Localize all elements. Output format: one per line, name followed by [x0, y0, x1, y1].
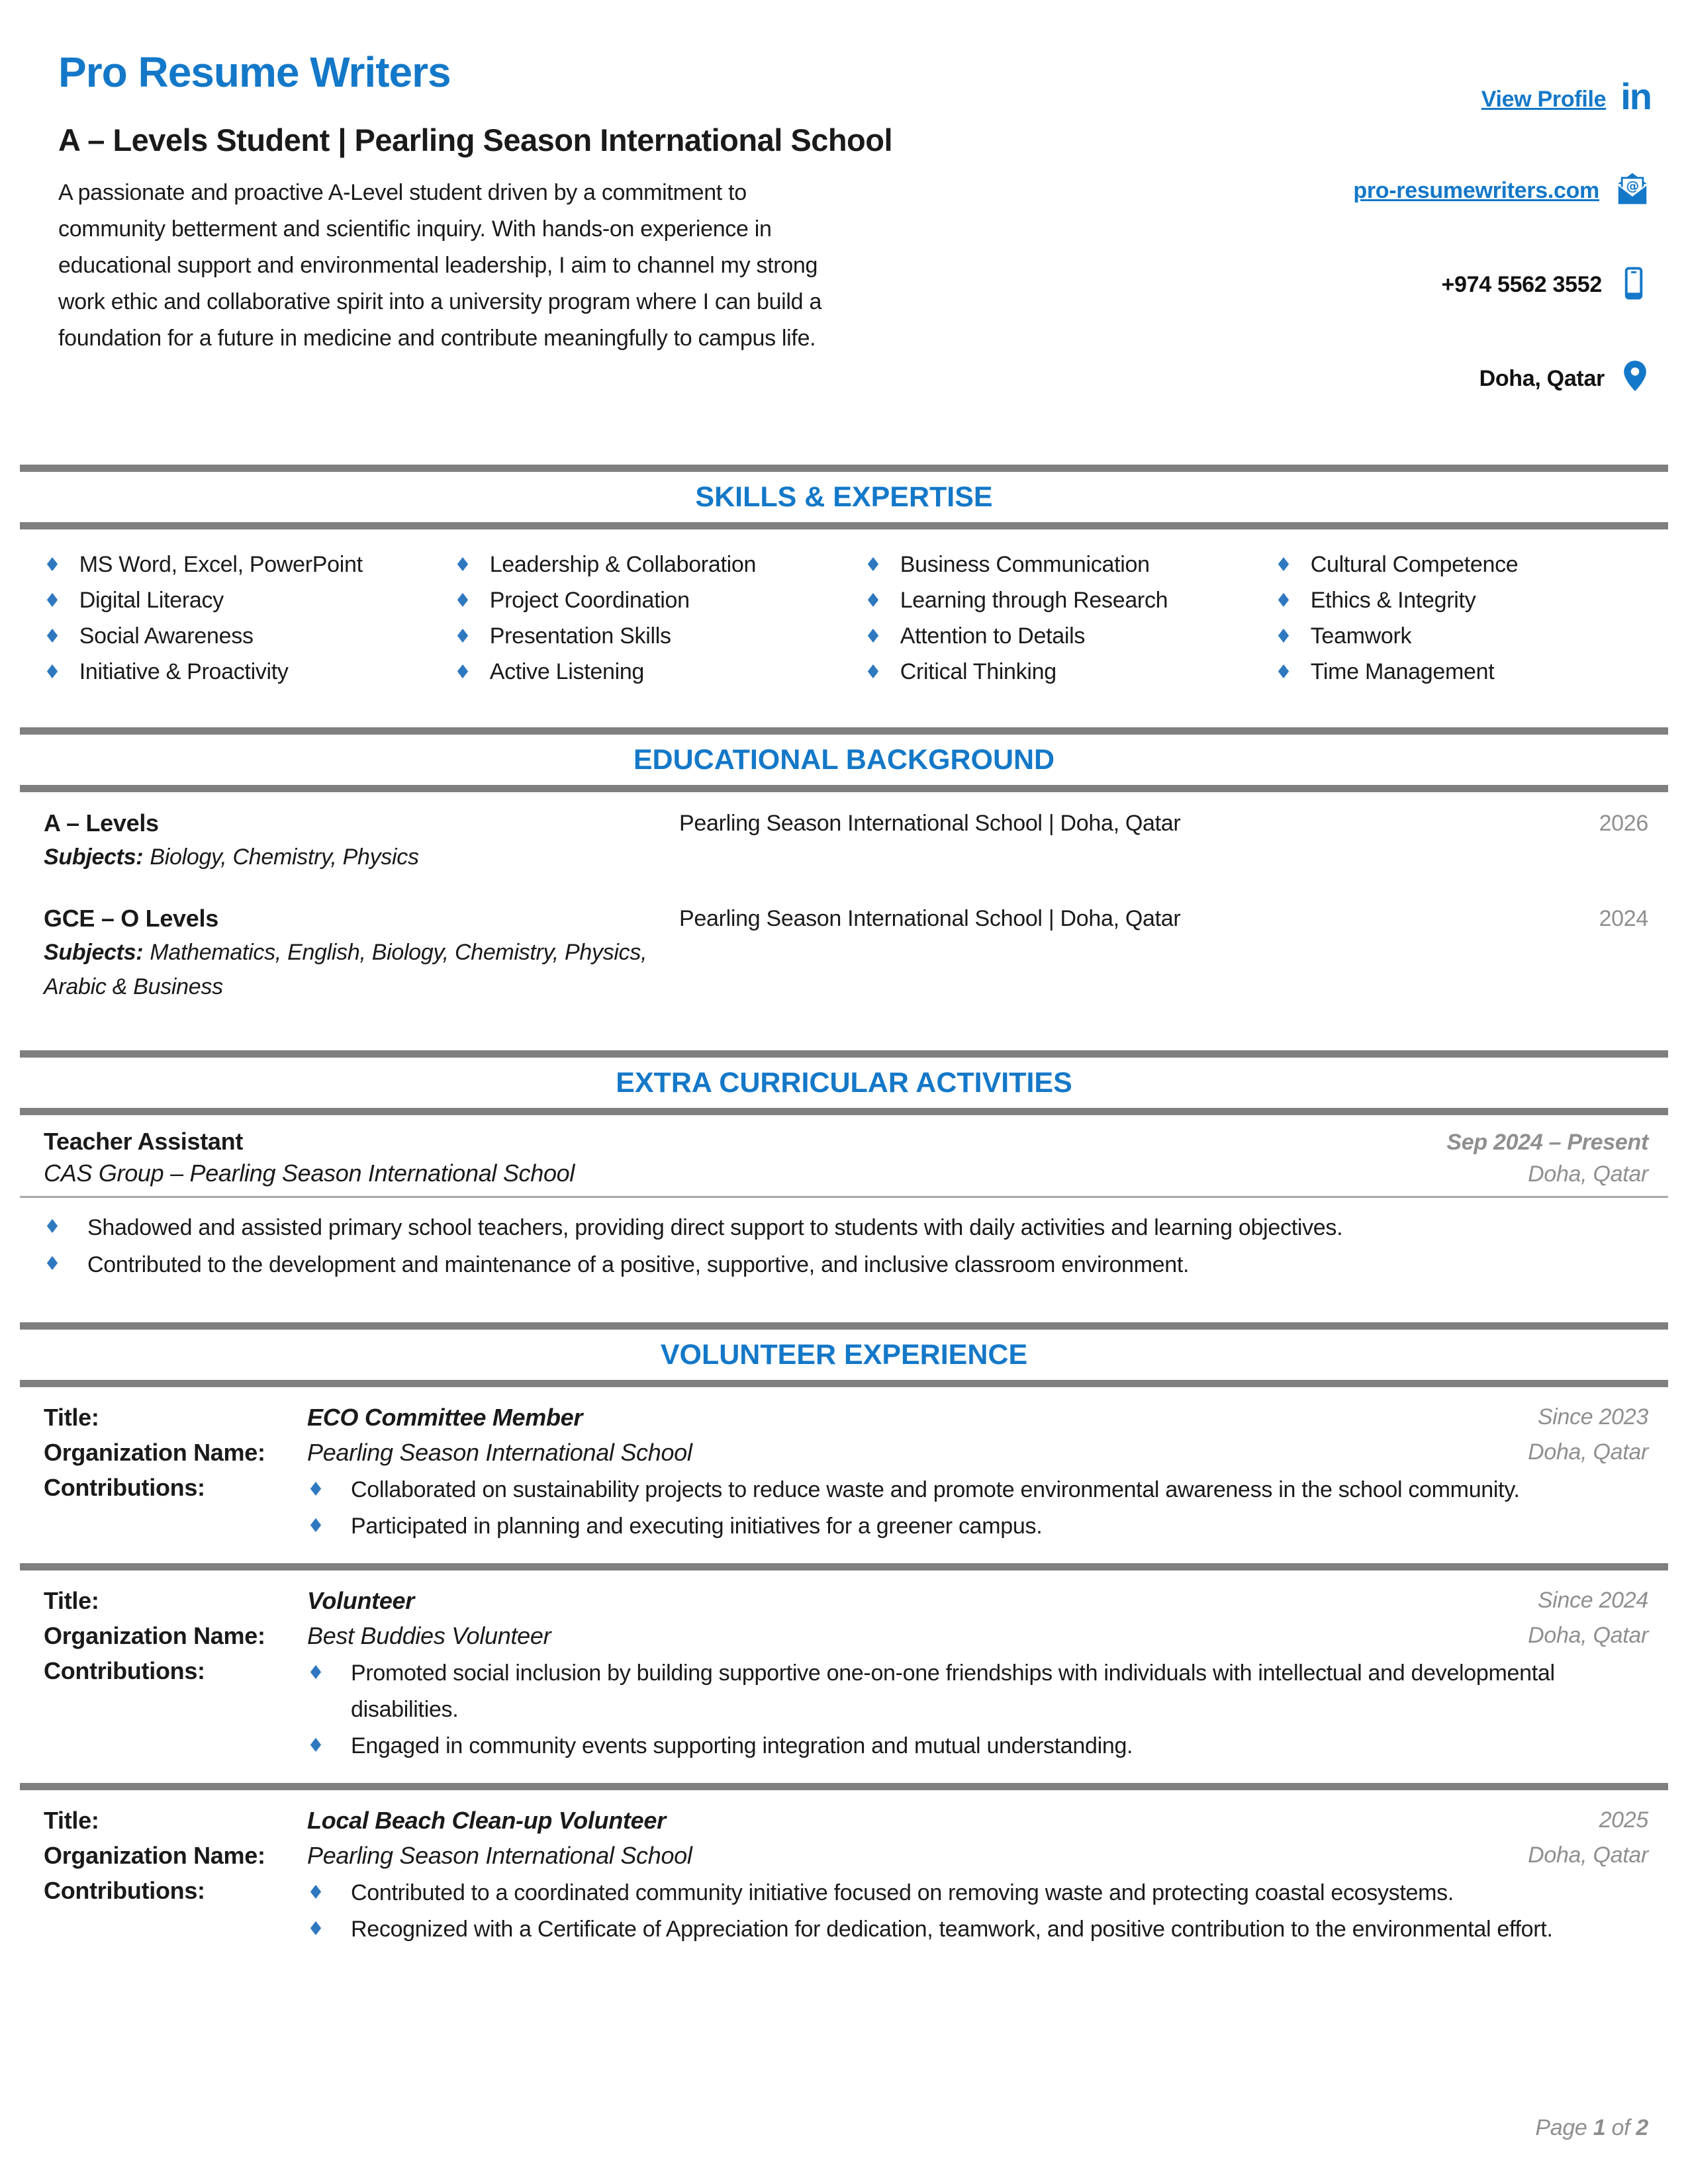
section-title-volunteer: VOLUNTEER EXPERIENCE	[660, 1338, 1028, 1371]
volunteer-role: Local Beach Clean-up Volunteer	[307, 1807, 666, 1834]
of-word: of	[1611, 2115, 1630, 2140]
skill-label: Critical Thinking	[900, 659, 1056, 684]
skill-item	[1275, 654, 1685, 690]
diamond-bullet-icon: ♦	[44, 553, 61, 576]
skill-item	[454, 547, 865, 582]
skill-item	[454, 618, 865, 654]
section-divider-bar	[20, 522, 1668, 529]
header	[0, 0, 1688, 465]
diamond-bullet-icon: ♦	[307, 1661, 324, 1684]
contribution-bullets	[307, 1655, 1648, 1764]
organization-name: Best Buddies Volunteer	[307, 1622, 551, 1649]
skill-label: Initiative & Proactivity	[79, 659, 289, 684]
skill-item	[44, 618, 454, 654]
location-label: Doha, Qatar	[1528, 1161, 1648, 1187]
bullet-text: Shadowed and assisted primary school teachers, providing direct support to students with daily activities and learning objectives.	[87, 1215, 1343, 1240]
location-label: Doha, Qatar	[1528, 1439, 1648, 1465]
section-title-extra-curricular: EXTRA CURRICULAR ACTIVITIES	[616, 1066, 1072, 1099]
diamond-bullet-icon: ♦	[865, 660, 882, 683]
graduation-year: 2026	[1599, 811, 1648, 836]
subjects-label: Subjects:	[44, 844, 144, 870]
skill-item	[865, 547, 1275, 582]
skill-label: Digital Literacy	[79, 587, 224, 613]
skill-label: Cultural Competence	[1310, 551, 1519, 577]
skill-item	[865, 582, 1275, 618]
school-name: Pearling Season International School | Doha, Qatar	[679, 906, 1181, 931]
skills-grid	[0, 529, 1688, 690]
section-education	[0, 727, 1688, 1050]
skill-label: Teamwork	[1310, 623, 1412, 649]
skill-label: Ethics & Integrity	[1310, 587, 1476, 613]
skill-label: Time Management	[1310, 659, 1495, 684]
skill-label: Active Listening	[489, 659, 645, 684]
phone-icon	[1617, 266, 1651, 304]
volunteer-entry	[0, 1387, 1688, 1563]
diamond-bullet-icon: ♦	[307, 1734, 324, 1756]
diamond-bullet-icon: ♦	[307, 1881, 324, 1903]
view-profile-link[interactable]: View Profile	[1481, 86, 1607, 112]
skill-item	[1275, 582, 1685, 618]
phone-number: +974 5562 3552	[1441, 271, 1602, 297]
contribution-bullets	[307, 1472, 1648, 1545]
page-number-footer	[1535, 2115, 1648, 2141]
degree-title: GCE – O Levels	[44, 905, 218, 932]
education-entries	[0, 792, 1688, 1050]
location-label: Doha, Qatar	[1528, 1843, 1648, 1868]
bullet-item	[307, 1728, 1648, 1764]
page-word: Page	[1535, 2115, 1587, 2140]
section-volunteer	[0, 1322, 1688, 1966]
page-number: 1	[1593, 2115, 1606, 2140]
organization-label: Organization Name:	[44, 1622, 265, 1649]
headline: A – Levels Student | Pearling Season International School	[58, 122, 893, 158]
bullet-item	[44, 1248, 1648, 1281]
bullet-item	[307, 1655, 1648, 1728]
degree-title: A – Levels	[44, 809, 159, 837]
date-range: Since 2024	[1537, 1588, 1648, 1613]
diamond-bullet-icon: ♦	[865, 553, 882, 576]
contact-row-phone	[1441, 263, 1651, 306]
summary-text: A passionate and proactive A-Level student driven by a commitment to community betterment and scientific inquiry. With hands-on experience in educational support and environmental leadership, I aim to channel my strong work ethic and collaborative spirit into a university program where I can build a foundation for a future in medicine and contribute meaningfully to campus life.	[58, 180, 822, 351]
subjects-label: Subjects:	[44, 940, 144, 965]
volunteer-role: ECO Committee Member	[307, 1404, 583, 1431]
graduation-year: 2024	[1599, 906, 1648, 931]
bullet-item	[307, 1472, 1648, 1508]
skill-label: Leadership & Collaboration	[489, 551, 757, 577]
organization-name: CAS Group – Pearling Season International School	[44, 1160, 575, 1187]
total-pages: 2	[1636, 2115, 1648, 2140]
subjects-line	[44, 840, 679, 874]
bullet-text: Engaged in community events supporting integration and mutual understanding.	[351, 1733, 1133, 1758]
diamond-bullet-icon: ♦	[307, 1478, 324, 1500]
date-range: Sep 2024 – Present	[1446, 1130, 1648, 1155]
skill-item	[44, 654, 454, 690]
volunteer-entry	[0, 1570, 1688, 1783]
diamond-bullet-icon: ♦	[44, 1215, 61, 1238]
bullet-text: Participated in planning and executing initiatives for a greener campus.	[351, 1514, 1043, 1539]
website-link[interactable]: pro-resumewriters.com	[1353, 177, 1599, 203]
skill-item	[1275, 618, 1685, 654]
skills-column	[44, 547, 454, 690]
skill-label: Attention to Details	[900, 623, 1086, 649]
bullet-item	[307, 1875, 1648, 1911]
section-divider-bar	[20, 785, 1668, 792]
skill-item	[44, 582, 454, 618]
section-divider-bar	[20, 1380, 1668, 1387]
title-label: Title:	[44, 1587, 99, 1614]
contributions-label: Contributions:	[44, 1474, 205, 1501]
subjects-list: Biology, Chemistry, Physics	[150, 844, 419, 870]
diamond-bullet-icon: ♦	[44, 1252, 61, 1275]
subjects-list: Mathematics, English, Biology, Chemistry, Physics, Arabic & Business	[44, 940, 647, 999]
contact-row-email	[1353, 169, 1651, 212]
date-range: 2025	[1599, 1807, 1648, 1833]
entry-divider-bar	[20, 1563, 1668, 1570]
volunteer-entry	[0, 1790, 1688, 1966]
bullet-text: Contributed to the development and maintenance of a positive, supportive, and inclusive classroom environment.	[87, 1252, 1190, 1277]
education-left-cell	[44, 807, 679, 874]
diamond-bullet-icon: ♦	[454, 624, 471, 647]
skills-column	[1275, 547, 1685, 690]
diamond-bullet-icon: ♦	[307, 1514, 324, 1537]
skills-column	[865, 547, 1275, 690]
contribution-bullets	[307, 1875, 1648, 1948]
skill-item	[1275, 547, 1685, 582]
extra-curricular-header	[0, 1115, 1688, 1189]
location-text: Doha, Qatar	[1479, 365, 1605, 391]
education-entry	[44, 807, 1648, 874]
diamond-bullet-icon: ♦	[454, 588, 471, 612]
position-title: Teacher Assistant	[44, 1128, 244, 1155]
section-divider-bar	[20, 727, 1668, 735]
linkedin-icon[interactable]: in	[1620, 75, 1651, 117]
diamond-bullet-icon: ♦	[1275, 660, 1292, 683]
bullet-item	[44, 1211, 1648, 1244]
skills-column	[454, 547, 865, 690]
organization-name: Pearling Season International School	[307, 1439, 692, 1466]
diamond-bullet-icon: ♦	[44, 660, 61, 683]
date-range: Since 2023	[1537, 1404, 1648, 1430]
organization-label: Organization Name:	[44, 1439, 265, 1466]
extra-curricular-bullets	[0, 1198, 1688, 1322]
diamond-bullet-icon: ♦	[865, 624, 882, 647]
section-skills	[0, 465, 1688, 690]
bullet-item	[307, 1911, 1648, 1948]
contact-row-location	[1479, 357, 1651, 400]
skill-item	[454, 654, 865, 690]
section-title-education: EDUCATIONAL BACKGROUND	[633, 743, 1055, 776]
contributions-label: Contributions:	[44, 1877, 205, 1904]
diamond-bullet-icon: ♦	[865, 588, 882, 612]
diamond-bullet-icon: ♦	[454, 553, 471, 576]
diamond-bullet-icon: ♦	[1275, 624, 1292, 647]
section-divider-bar	[20, 1322, 1668, 1330]
school-name: Pearling Season International School | Doha, Qatar	[679, 811, 1181, 836]
skill-item	[454, 582, 865, 618]
diamond-bullet-icon: ♦	[1275, 553, 1292, 576]
diamond-bullet-icon: ♦	[1275, 588, 1292, 612]
diamond-bullet-icon: ♦	[307, 1917, 324, 1940]
email-icon[interactable]	[1614, 171, 1651, 211]
svg-text:@: @	[1626, 177, 1639, 193]
bullet-text: Promoted social inclusion by building supportive one-on-one friendships with individuals with intellectual and developmental disabilities.	[351, 1661, 1555, 1722]
volunteer-role: Volunteer	[307, 1587, 414, 1614]
bullet-text: Recognized with a Certificate of Appreciation for dedication, teamwork, and positive contribution to the environmental effort.	[351, 1917, 1553, 1942]
organization-label: Organization Name:	[44, 1842, 265, 1869]
entry-divider-bar	[20, 1783, 1668, 1790]
location-icon	[1619, 358, 1651, 400]
diamond-bullet-icon: ♦	[454, 660, 471, 683]
skill-item	[44, 547, 454, 582]
skill-item	[865, 654, 1275, 690]
section-divider-bar	[20, 1108, 1668, 1115]
skill-label: Business Communication	[900, 551, 1150, 577]
diamond-bullet-icon: ♦	[44, 624, 61, 647]
skill-label: Learning through Research	[900, 587, 1168, 613]
education-entry	[44, 902, 1648, 1004]
section-divider-bar	[20, 465, 1668, 472]
skill-label: Presentation Skills	[489, 623, 671, 649]
organization-name: Pearling Season International School	[307, 1842, 692, 1869]
section-divider-bar	[20, 1050, 1668, 1058]
education-left-cell	[44, 902, 679, 1004]
contributions-label: Contributions:	[44, 1657, 205, 1684]
subjects-line	[44, 935, 679, 1004]
title-label: Title:	[44, 1807, 99, 1834]
skill-label: Social Awareness	[79, 623, 254, 649]
skill-item	[865, 618, 1275, 654]
skill-label: Project Coordination	[489, 587, 690, 613]
skill-label: MS Word, Excel, PowerPoint	[79, 551, 363, 577]
title-label: Title:	[44, 1404, 99, 1431]
brand-title: Pro Resume Writers	[58, 48, 451, 96]
bullet-text: Collaborated on sustainability projects to reduce waste and promote environmental awareness in the school community.	[351, 1477, 1520, 1502]
section-extra-curricular	[0, 1050, 1688, 1322]
bullet-text: Contributed to a coordinated community initiative focused on removing waste and protecting coastal ecosystems.	[351, 1880, 1454, 1905]
bullet-item	[307, 1508, 1648, 1545]
contact-row-linkedin	[1481, 75, 1651, 120]
section-title-skills: SKILLS & EXPERTISE	[695, 480, 993, 513]
location-label: Doha, Qatar	[1528, 1623, 1648, 1648]
diamond-bullet-icon: ♦	[44, 588, 61, 612]
